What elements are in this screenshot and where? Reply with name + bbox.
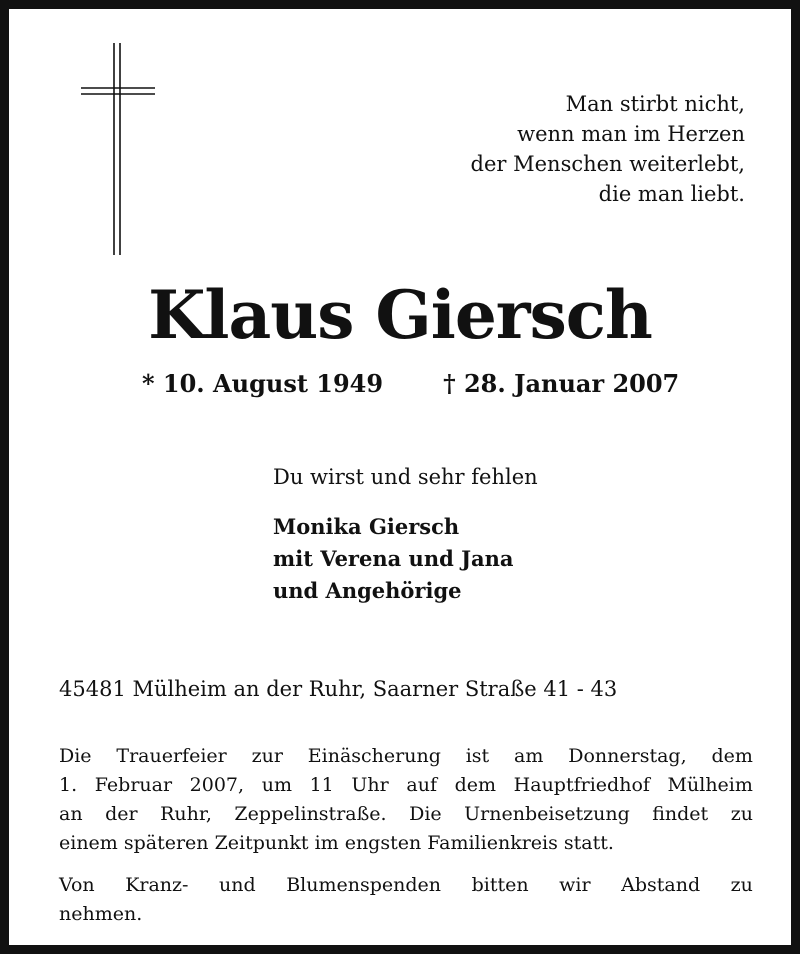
word: und [219,874,256,896]
farewell-line: Du wirst und sehr fehlen [273,465,538,489]
quote-line: die man liebt. [598,182,745,206]
donations-line [59,871,753,900]
word: um [261,774,292,796]
cross-icon [79,43,157,255]
word: auf [406,774,437,796]
word: dem [711,745,753,767]
word: Urnenbeisetzung [464,803,630,825]
word: 1. [59,774,78,796]
mourners-list [273,511,514,607]
word: dem [454,774,497,796]
word: Februar [94,774,173,796]
death-date: † 28. Januar 2007 [443,369,680,398]
word: an [59,803,83,825]
service-line [59,742,753,771]
word: findet [652,803,709,825]
service-line [59,771,753,800]
word: am [514,745,544,767]
word: Einäscherung [307,745,441,767]
mourner-line: und Angehörige [273,578,462,603]
word: Uhr [351,774,389,796]
deceased-name: Klaus Giersch [148,276,652,354]
address: 45481 Mülheim an der Ruhr, Saarner Straße 41 - 43 [59,677,618,701]
word: Von [59,874,95,896]
word: Trauerfeier [116,745,227,767]
word: der [105,803,138,825]
word: Hauptfriedhof [513,774,650,796]
word: Die [409,803,442,825]
word: 11 [309,774,334,796]
word: Ruhr, [160,803,212,825]
service-paragraph [59,742,753,858]
word: Zeppelinstraße. [234,803,387,825]
memorial-quote [471,89,745,209]
word: Abstand [621,874,701,896]
word: ist [465,745,490,767]
word: Mülheim [667,774,753,796]
quote-line: Man stirbt nicht, [565,92,745,116]
donations-paragraph [59,871,753,929]
birth-date: * 10. August 1949 [142,369,384,398]
word: zur [251,745,283,767]
service-line: einem späteren Zeitpunkt im engsten Familienkreis statt. [59,832,614,854]
word: zu [730,874,753,896]
word: Donnerstag, [568,745,687,767]
word: bitten [471,874,529,896]
quote-line: wenn man im Herzen [517,122,745,146]
service-line [59,800,753,829]
mourner-line: Monika Giersch [273,514,460,539]
mourner-line: mit Verena und Jana [273,546,514,571]
word: zu [730,803,753,825]
word: Die [59,745,92,767]
donations-line: nehmen. [59,903,143,925]
word: Blumenspenden [286,874,442,896]
life-dates [142,367,679,401]
quote-line: der Menschen weiterlebt, [470,152,745,176]
word: 2007, [189,774,245,796]
word: wir [559,874,591,896]
word: Kranz- [125,874,189,896]
